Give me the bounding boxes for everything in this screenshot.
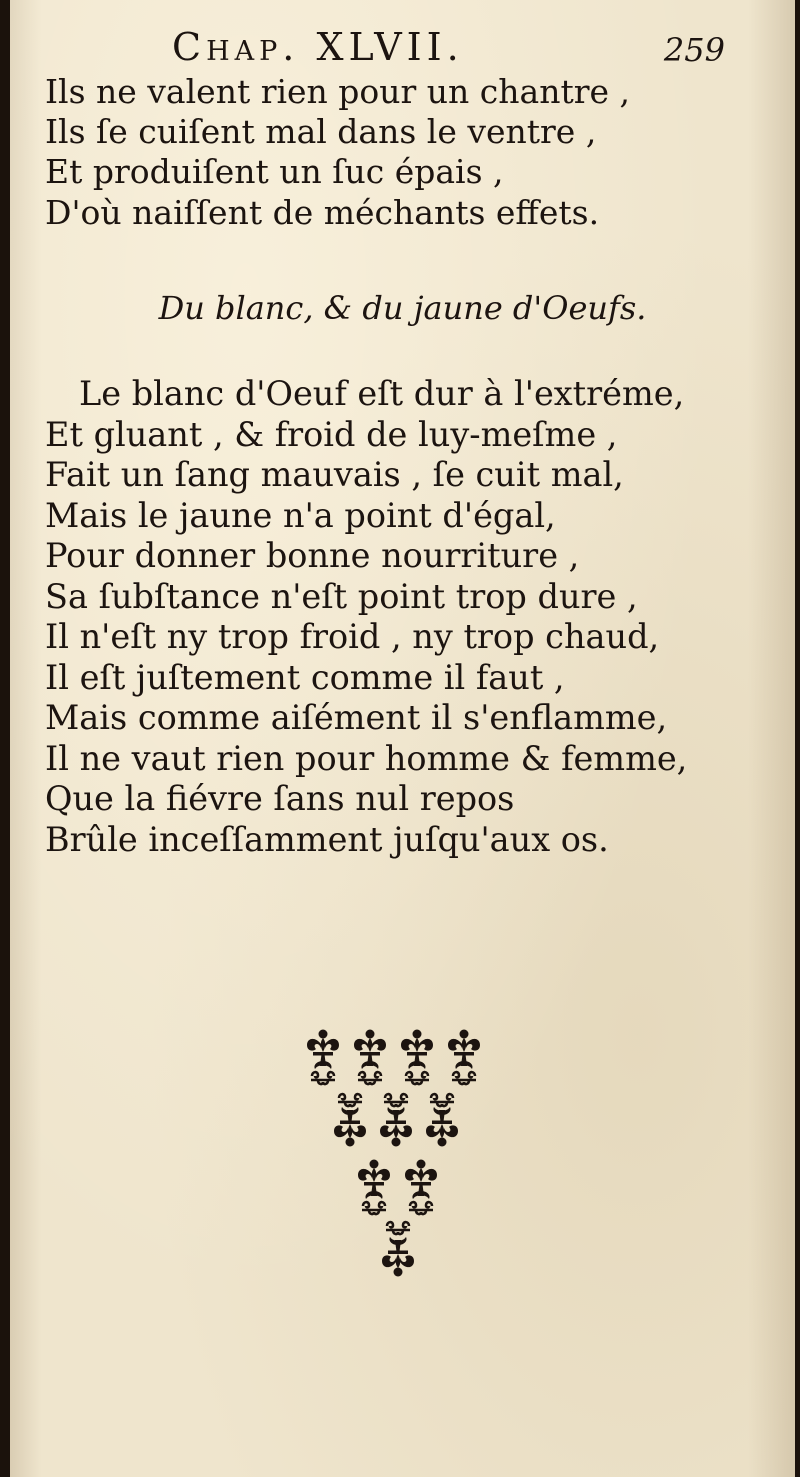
verse-line: Le blanc d'Oeuf eſt dur à l'extréme, xyxy=(79,374,685,413)
section-heading: Du blanc, & du jaune d'Oeufs. xyxy=(158,289,647,327)
verse-line: Mais le jaune n'a point d'égal, xyxy=(45,495,556,535)
verse-line: Il ne vaut rien pour homme & femme, xyxy=(45,738,688,778)
book-page xyxy=(10,0,795,1477)
chapter-title: Chap. XLVII. xyxy=(172,25,464,69)
stanza-1 xyxy=(45,72,630,233)
verse-line: Il eſt juſtement comme il faut , xyxy=(45,657,565,697)
verse-line: Il n'eſt ny trop froid , ny trop chaud, xyxy=(45,617,660,656)
verse-line: Sa ſubſtance n'eſt point trop dure , xyxy=(45,576,638,616)
verse-line: Fait un ſang mauvais , ſe cuit mal, xyxy=(45,455,624,494)
verse-line: Et gluant , & froid de luy-meſme , xyxy=(45,414,618,454)
page-number: 259 xyxy=(663,31,725,69)
verse-line: Pour donner bonne nourriture , xyxy=(45,536,580,575)
stanza-2 xyxy=(45,374,687,860)
verse-line: Ils ſe cuiſent mal dans le ventre , xyxy=(45,112,597,152)
verse-line: D'où naiſſent de méchants effets. xyxy=(45,192,600,232)
verse-line: Ils ne valent rien pour un chantre , xyxy=(45,72,631,111)
verse-line: Que la fiévre ſans nul repos xyxy=(45,779,515,818)
running-header xyxy=(10,22,795,72)
verse-line: Et produiſent un ſuc épais , xyxy=(45,152,504,192)
fleuron-tailpiece-icon xyxy=(278,1020,508,1290)
verse-line: Mais comme aiſément il s'enflamme, xyxy=(45,698,668,737)
verse-line: Brûle inceſſamment juſqu'aux os. xyxy=(45,819,609,859)
